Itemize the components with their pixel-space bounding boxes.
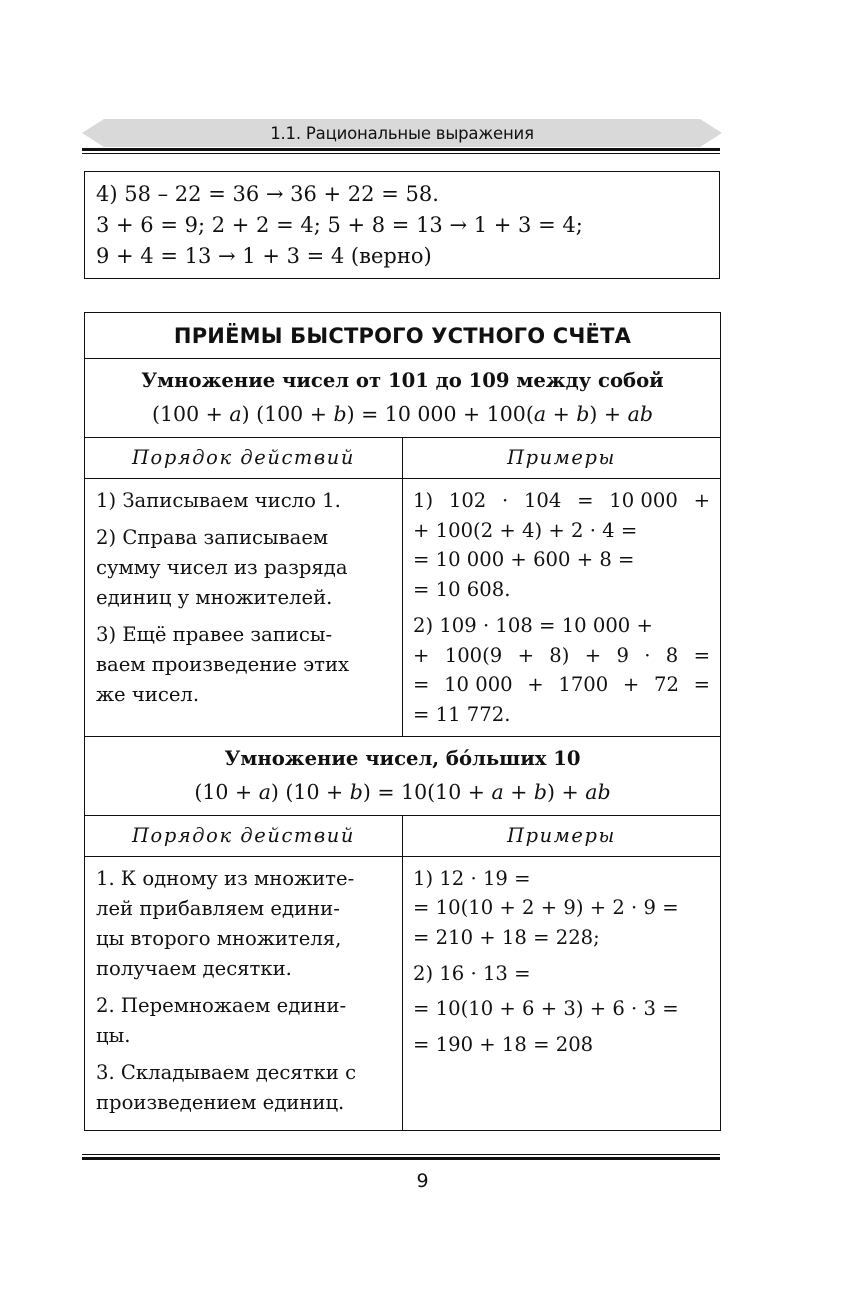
step-item: 2. Перемножаем едини- цы. bbox=[96, 993, 347, 1047]
step-item: 3) Ещё правее записы- ваем произведение этих же чисел. bbox=[96, 623, 350, 706]
section-formula: (10 + a) (10 + b) = 10(10 + a + b) + ab bbox=[194, 779, 611, 804]
section-header-greater-10 bbox=[85, 736, 721, 815]
example-line: = 190 + 18 = 208 bbox=[413, 1033, 594, 1057]
solution-line: 9 + 4 = 13 → 1 + 3 = 4 (верно) bbox=[96, 244, 432, 268]
example-line: = 10(10 + 2 + 9) + 2 · 9 = bbox=[413, 896, 679, 920]
step-item: 1) Записываем число 1. bbox=[96, 489, 341, 512]
example-item bbox=[413, 959, 710, 1060]
page-number: 9 bbox=[416, 1170, 429, 1192]
example-line: = 210 + 18 = 228; bbox=[413, 926, 600, 950]
solution-line: 4) 58 – 22 = 36 → 36 + 22 = 58. bbox=[96, 182, 439, 206]
solution-box bbox=[84, 171, 720, 279]
step-item: 1. К одному из множите- лей прибавляем едини- цы второго множителя, получаем десятки. bbox=[96, 866, 355, 980]
section-formula: (100 + a) (100 + b) = 10 000 + 100(a + b) + ab bbox=[152, 402, 653, 426]
example-line: + 100(2 + 4) + 2 · 4 = bbox=[413, 518, 638, 542]
example-line: 1) 102 · 104 = 10 000 + bbox=[413, 489, 710, 512]
column-header-examples: Примеры bbox=[403, 438, 721, 479]
example-line: 2) 109 · 108 = 10 000 + bbox=[413, 613, 653, 637]
column-header-examples: Примеры bbox=[403, 815, 721, 856]
header-rule-thick bbox=[82, 148, 720, 151]
section-header-101-109 bbox=[85, 359, 721, 438]
steps-cell bbox=[85, 856, 403, 1130]
example-item bbox=[413, 864, 710, 953]
mental-math-table bbox=[84, 312, 721, 1131]
example-item bbox=[413, 486, 710, 605]
example-line: 1) 12 · 19 = bbox=[413, 866, 531, 890]
column-header-steps: Порядок действий bbox=[85, 815, 403, 856]
step-item: 3. Складываем десятки с произведением единиц. bbox=[96, 1060, 357, 1114]
examples-cell bbox=[403, 856, 721, 1130]
header-rule-thin bbox=[82, 153, 720, 154]
footer-rule-thick bbox=[82, 1157, 720, 1160]
example-item bbox=[413, 611, 710, 730]
example-line: = 10(10 + 6 + 3) + 6 · 3 = bbox=[413, 997, 679, 1021]
table-title: ПРИЁМЫ БЫСТРОГО УСТНОГО СЧЁТА bbox=[85, 313, 721, 359]
column-header-steps: Порядок действий bbox=[85, 438, 403, 479]
example-line: = 10 608. bbox=[413, 578, 511, 602]
section-title: Умножение чисел, бóльших 10 bbox=[224, 746, 581, 770]
example-line: = 10 000 + 1700 + 72 = bbox=[413, 673, 710, 697]
example-line: = 10 000 + 600 + 8 = bbox=[413, 548, 635, 572]
example-line: 2) 16 · 13 = bbox=[413, 961, 531, 985]
running-header bbox=[82, 118, 722, 150]
steps-cell bbox=[85, 479, 403, 737]
step-item: 2) Справа записываем сумму чисел из разряда единиц у множителей. bbox=[96, 526, 348, 609]
section-title: Умножение чисел от 101 до 109 между собой bbox=[141, 369, 664, 392]
footer-rule-thin bbox=[82, 1154, 720, 1155]
examples-cell bbox=[403, 479, 721, 737]
running-header-title: 1.1. Рациональные выражения bbox=[270, 124, 534, 143]
example-line: + 100(9 + 8) + 9 · 8 = bbox=[413, 643, 710, 667]
example-line: = 11 772. bbox=[413, 702, 511, 726]
solution-line: 3 + 6 = 9; 2 + 2 = 4; 5 + 8 = 13 → 1 + 3 = 4; bbox=[96, 213, 583, 237]
